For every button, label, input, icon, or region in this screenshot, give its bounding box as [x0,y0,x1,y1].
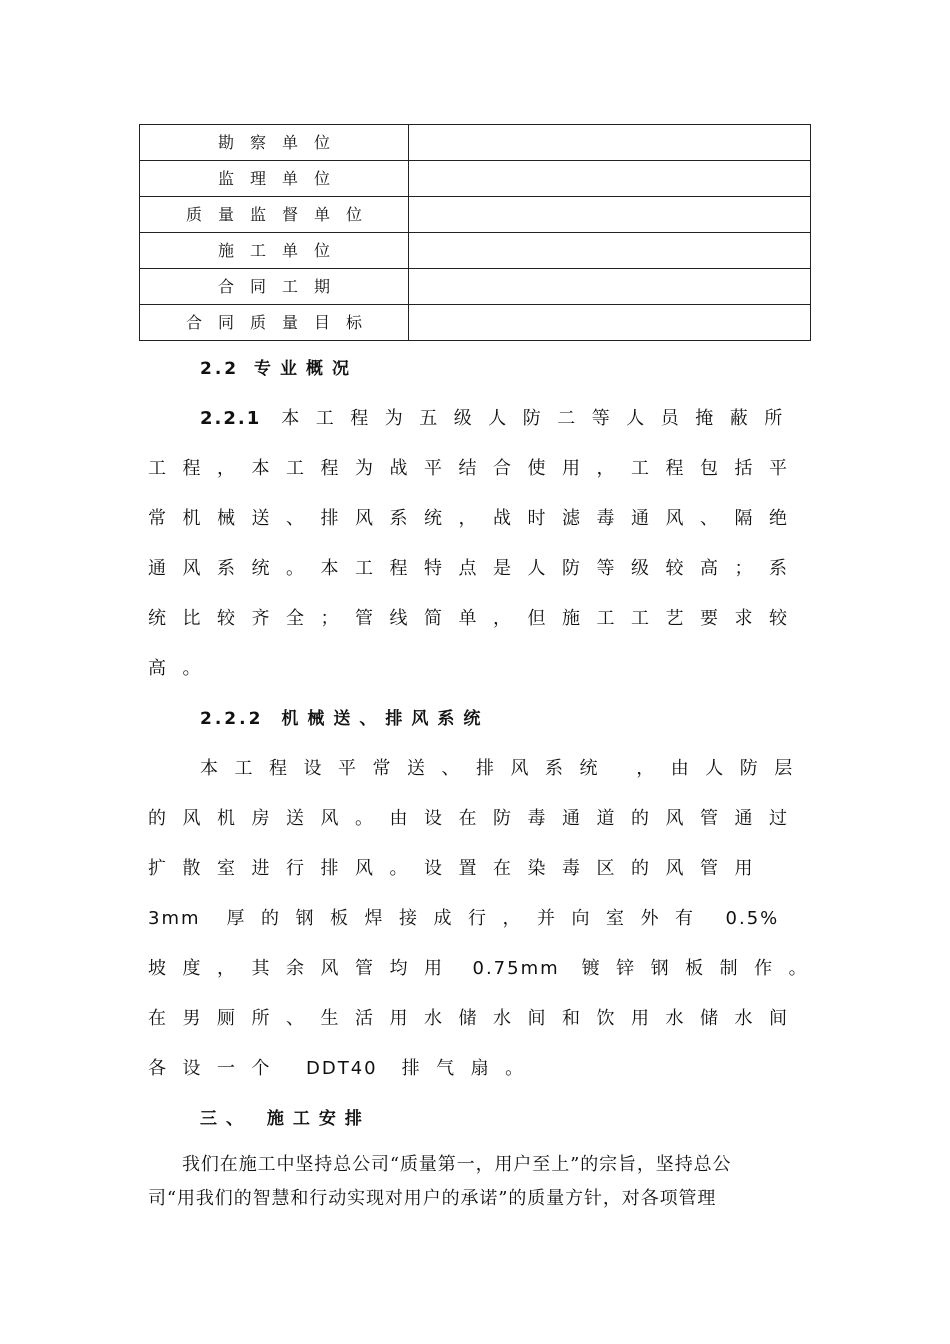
measure-text: DDT40 [306,1058,378,1079]
section-heading-2-2 [200,354,358,379]
paragraph-line: 的风机房送风。由设在防毒通道的风管通过 [148,808,804,829]
paragraph-line: 常机械送、排风系统，战时滤毒通风、隔绝 [148,508,804,529]
table-value-cell [409,197,811,233]
paragraph-line: 工程，本工程为战平结合使用，工程包括平 [148,458,804,479]
measure-text: 3mm [148,908,201,929]
table-value-cell [409,305,811,341]
line-text: 厚的钢板焊接成行，并向室外有 [226,908,710,929]
section-title: 专业概况 [254,359,359,379]
table-value-cell [409,269,811,305]
section-heading-2-2-2 [200,704,489,729]
paragraph-line: 高。 [148,658,217,679]
project-info-table [139,124,811,341]
paragraph-line: 本工程设平常送、排风系统 ，由人防层 [200,758,809,779]
table-label-cell: 勘察单位 [140,125,409,161]
table-row [140,305,811,341]
table-row [140,233,811,269]
paragraph-line: 在男厕所、生活用水储水间和饮用水储水间 [148,1008,804,1029]
paragraph-line [200,404,799,430]
table-row [140,161,811,197]
section-number: 2.2.1 [200,408,262,429]
section-title: 机械送、排风系统 [281,709,490,729]
table-label-cell: 合同质量目标 [140,305,409,341]
section-number: 2.2 [200,359,240,379]
table-label-cell: 合同工期 [140,269,409,305]
paragraph-line: 司“用我们的智慧和行动实现对用户的承诺”的质量方针，对各项管理 [148,1188,717,1209]
line-text: 排气扇。 [401,1058,540,1079]
paragraph-line [148,1054,540,1080]
section-number: 2.2.2 [200,709,264,729]
table-value-cell [409,233,811,269]
table-value-cell [409,125,811,161]
line-text: 各设一个 [148,1058,286,1079]
section-heading-3: 三、 施工安排 [200,1109,371,1129]
table-label-cell: 监理单位 [140,161,409,197]
paragraph-line: 我们在施工中坚持总公司“质量第一，用户至上”的宗旨，坚持总公 [182,1154,732,1175]
line-text: 坡度，其余风管均用 [148,958,459,979]
paragraph-line: 扩散室进行排风。设置在染毒区的风管用 [148,858,769,879]
table-value-cell [409,161,811,197]
paragraph-line: 通风系统。本工程特点是人防等级较高；系 [148,558,804,579]
line-text: 镀锌钢板制作。 [581,958,824,979]
table-row [140,125,811,161]
table-label-cell: 质量监督单位 [140,197,409,233]
table-row [140,197,811,233]
measure-text: 0.75mm [472,958,560,979]
paragraph-line [148,904,779,930]
line-text: 本工程为五级人防二等人员掩蔽所 [281,408,799,429]
measure-text: 0.5% [725,908,780,929]
table-label-cell: 施工单位 [140,233,409,269]
paragraph-line [148,954,823,980]
table-row [140,269,811,305]
paragraph-line: 统比较齐全；管线简单，但施工工艺要求较 [148,608,804,629]
